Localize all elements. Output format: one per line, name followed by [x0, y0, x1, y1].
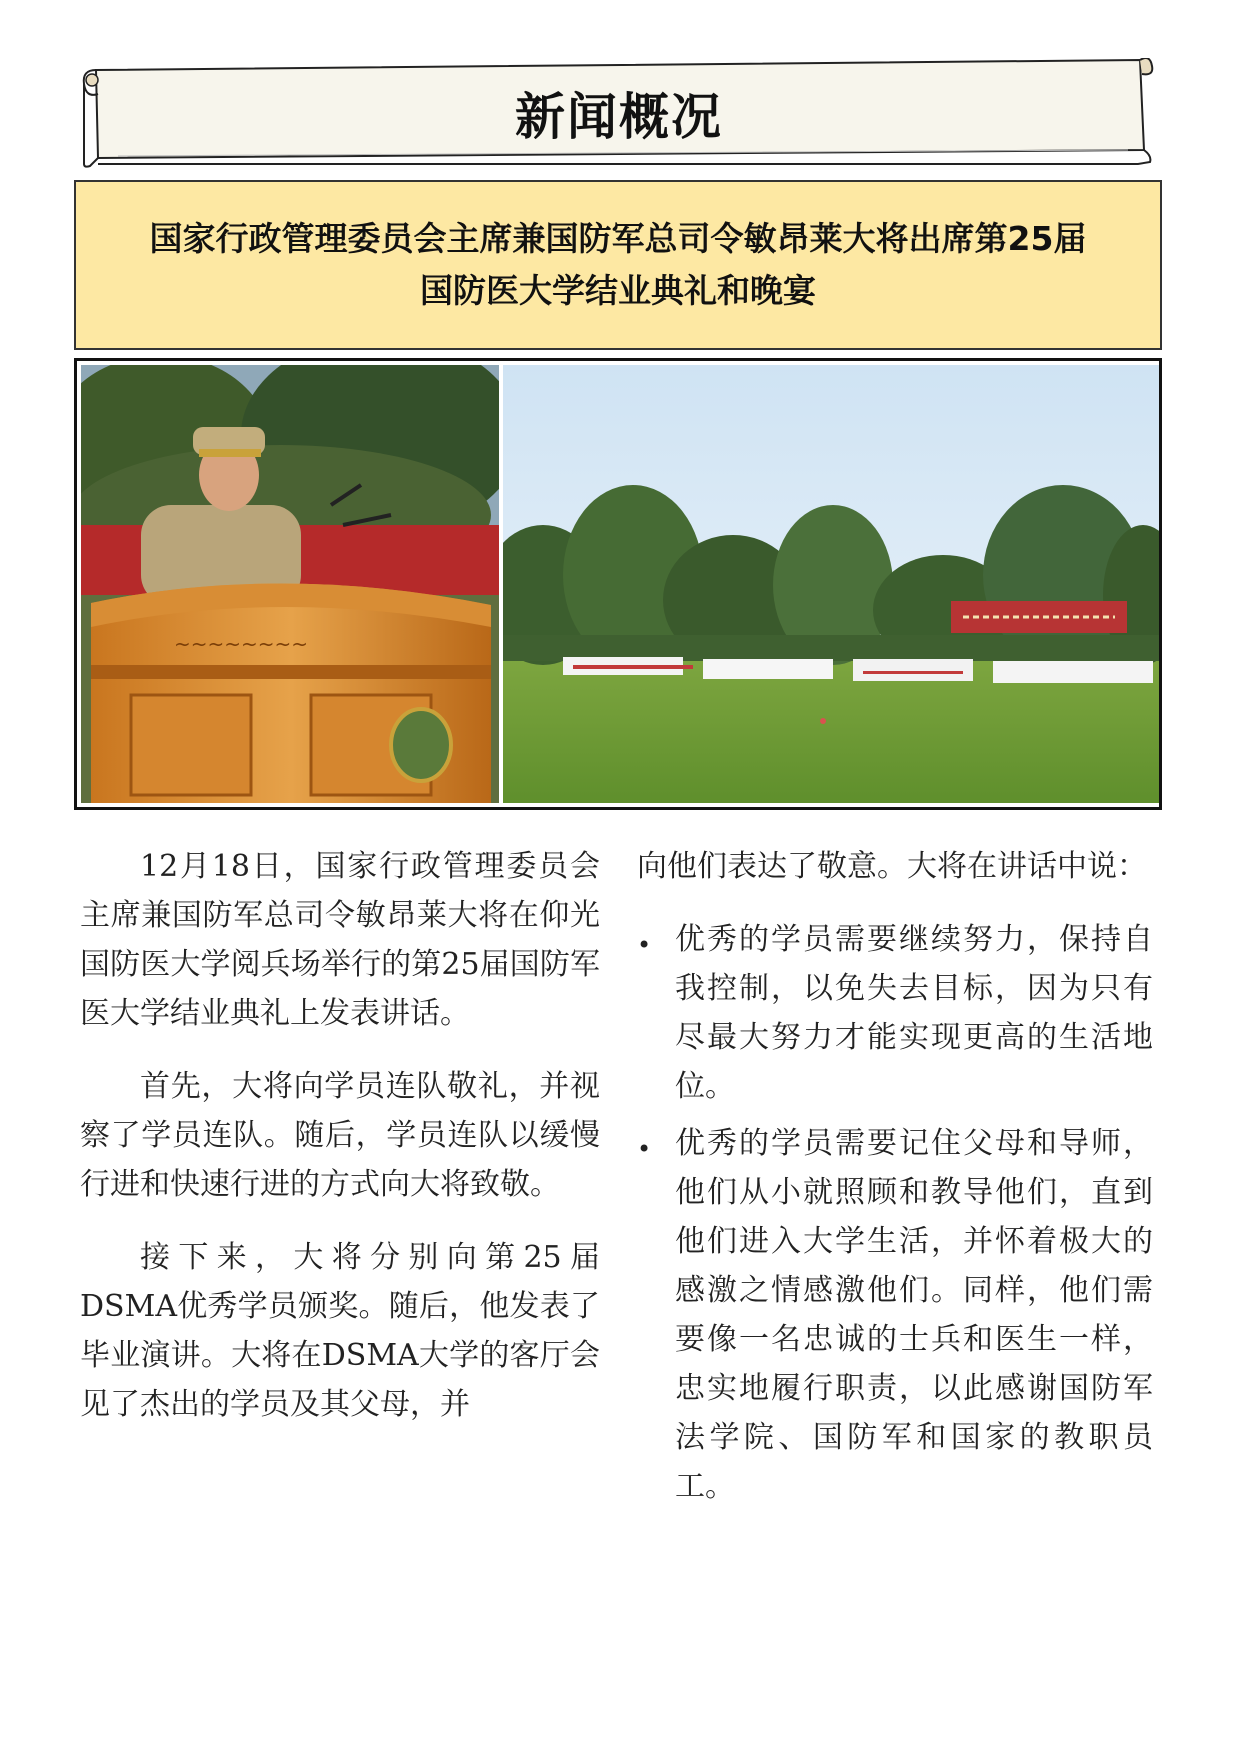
headline-line-2: 国防医大学结业典礼和晚宴: [420, 271, 816, 310]
list-item: [637, 915, 1153, 1111]
headline-line-1: 国家行政管理委员会主席兼国防军总司令敏昂莱大将出席第25届: [149, 219, 1087, 258]
paragraph-2: 首先，大将向学员连队敬礼，并视察了学员连队。随后，学员连队以缓慢行进和快速行进的方式向大将致敬。: [80, 1069, 600, 1202]
article-right-column: [637, 842, 1153, 1519]
parade-photo: [503, 365, 1159, 803]
photo-frame: [74, 358, 1162, 810]
headline-box: [74, 180, 1162, 350]
speaker-photo-illustration: [81, 365, 499, 803]
paragraph-1: 12月18日，国家行政管理委员会主席兼国防军总司令敏昂莱大将在仰光国防医大学阅兵场举行的第25届国防军医大学结业典礼上发表讲话。: [80, 849, 600, 1031]
speaker-photo: [81, 365, 499, 803]
speech-points-list: [637, 915, 1153, 1511]
paragraph-3: 接下来，大将分别向第25届DSMA优秀学员颁奖。随后，他发表了毕业演讲。大将在DSMA大学的客厅会见了杰出的学员及其父母，并: [80, 1240, 600, 1422]
svg-text:~~~~~~~~: ~~~~~~~~: [173, 632, 309, 656]
article-left-column: [80, 842, 600, 1453]
list-item-text: 优秀的学员需要继续努力，保持自我控制，以免失去目标，因为只有尽最大努力才能实现更高的生活地位。: [675, 922, 1153, 1104]
parade-photo-illustration: [503, 365, 1159, 803]
bullet-icon: •: [637, 931, 652, 959]
paragraph-continued: 向他们表达了敬意。大将在讲话中说：: [637, 849, 1147, 884]
list-item: [637, 1119, 1153, 1511]
bullet-icon: •: [637, 1135, 652, 1163]
page-title: 新闻概况: [515, 88, 723, 146]
banner-scroll: [78, 58, 1160, 168]
list-item-text: 优秀的学员需要记住父母和导师，他们从小就照顾和教导他们，直到他们进入大学生活，并怀着极大的感激之情感激他们。同样，他们需要像一名忠诚的士兵和医生一样，忠实地履行职责，以此感谢国防军法学院、国防军和国家的教职员工。: [675, 1126, 1153, 1504]
